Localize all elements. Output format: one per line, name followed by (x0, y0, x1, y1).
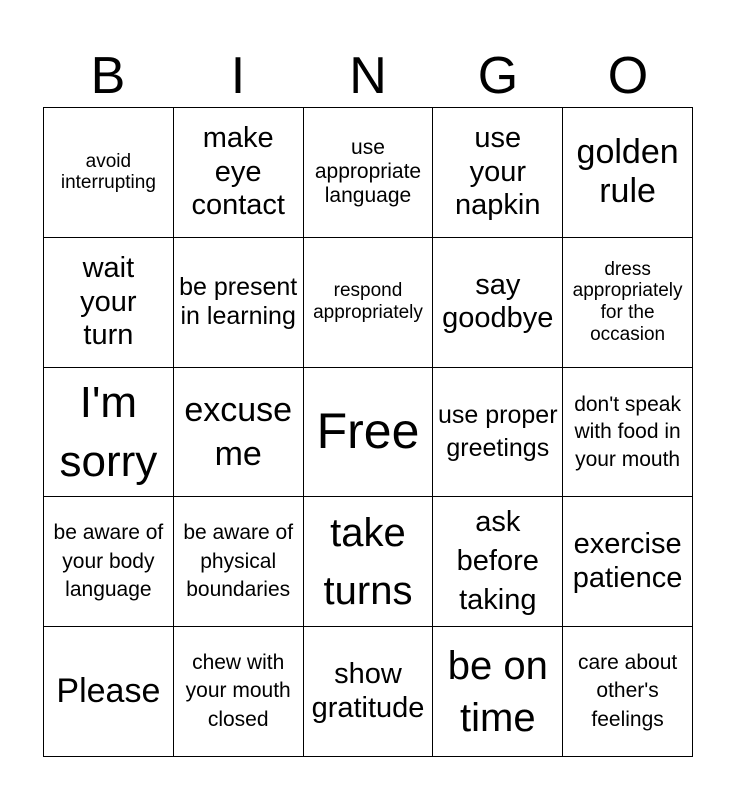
cell-text: chew with your mouth closed (185, 651, 291, 731)
bingo-cell[interactable] (433, 238, 563, 368)
bingo-cell[interactable] (44, 238, 174, 368)
bingo-cell[interactable] (174, 497, 304, 627)
cell-text: exercise patience (572, 528, 683, 594)
bingo-cell[interactable] (304, 497, 434, 627)
bingo-cell[interactable] (44, 108, 174, 238)
bingo-cell[interactable] (304, 238, 434, 368)
cell-text: be aware of your body language (53, 521, 164, 601)
cell-text: don't speak with food in your mouth (574, 393, 681, 471)
cell-text: I'm sorry (59, 377, 158, 486)
cell-text: say goodbye (442, 268, 554, 335)
bingo-cell[interactable] (44, 368, 174, 498)
bingo-cell[interactable] (433, 368, 563, 498)
bingo-board (43, 107, 693, 757)
bingo-cell[interactable] (433, 627, 563, 757)
bingo-cell[interactable] (174, 238, 304, 368)
cell-text: respond appropriately (313, 280, 423, 324)
header-letter-b: B (90, 47, 126, 105)
bingo-header (43, 46, 693, 106)
header-letter-i: I (230, 47, 246, 105)
free-space[interactable] (304, 368, 434, 498)
cell-text: dress appropriately for the occasion (572, 258, 683, 346)
cell-text: use proper greetings (438, 401, 558, 462)
cell-text: excuse me (184, 390, 293, 473)
bingo-cell[interactable] (563, 627, 693, 757)
bingo-cell[interactable] (304, 108, 434, 238)
cell-text: use appropriate language (314, 136, 422, 208)
bingo-cell[interactable] (304, 627, 434, 757)
header-letter-g: G (477, 47, 519, 105)
bingo-cell[interactable] (44, 497, 174, 627)
bingo-cell[interactable] (174, 108, 304, 238)
cell-text: Please (56, 672, 161, 711)
bingo-cell[interactable] (174, 368, 304, 498)
header-letter-o: O (607, 47, 649, 105)
cell-text: care about other's feelings (577, 651, 678, 731)
cell-text: wait your turn (80, 252, 137, 351)
bingo-cell[interactable] (563, 238, 693, 368)
cell-text: show gratitude (311, 658, 425, 724)
cell-text: golden rule (576, 133, 679, 211)
cell-text: make eye contact (191, 122, 285, 222)
cell-text: be present in learning (179, 273, 298, 331)
cell-text: avoid interrupting (60, 150, 156, 194)
bingo-cell[interactable] (44, 627, 174, 757)
bingo-cell[interactable] (563, 497, 693, 627)
bingo-cell[interactable] (174, 627, 304, 757)
bingo-cell[interactable] (563, 108, 693, 238)
bingo-cell[interactable] (563, 368, 693, 498)
cell-text: Free (316, 403, 420, 460)
cell-text: take turns (323, 510, 413, 613)
bingo-cell[interactable] (433, 108, 563, 238)
cell-text: ask before taking (456, 506, 539, 617)
header-letter-n: N (349, 47, 387, 105)
cell-text: be aware of physical boundaries (183, 521, 294, 601)
cell-text: be on time (447, 643, 548, 740)
bingo-cell[interactable] (433, 497, 563, 627)
cell-text: use your napkin (455, 122, 541, 222)
